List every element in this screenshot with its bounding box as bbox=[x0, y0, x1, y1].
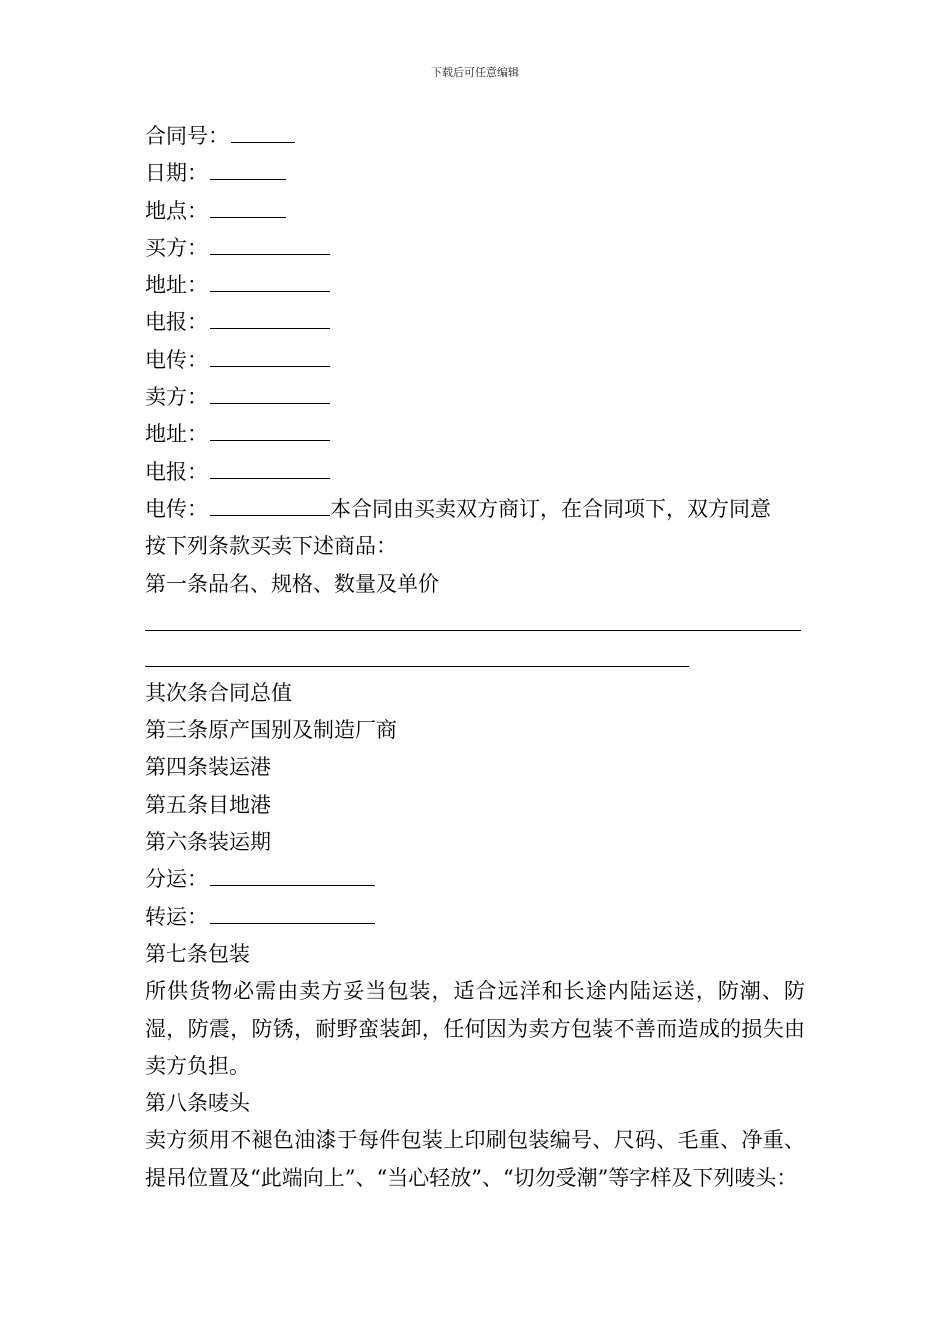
buyer-address-blank bbox=[210, 269, 330, 292]
partial-shipment-label: 分运： bbox=[145, 867, 208, 892]
buyer-telegram-blank bbox=[210, 306, 330, 329]
date-label: 日期： bbox=[145, 161, 208, 186]
buyer-line bbox=[145, 230, 810, 267]
transshipment-label: 转运： bbox=[145, 904, 208, 929]
intro-text: 本合同由买卖双方商订，在合同项下，双方同意 bbox=[330, 496, 771, 521]
article-1-blank-row-2 bbox=[145, 639, 810, 675]
article-6-heading: 第六条装运期 bbox=[145, 830, 271, 855]
buyer-address-label: 地址： bbox=[145, 273, 208, 298]
seller-address-label: 地址： bbox=[145, 422, 208, 447]
date-blank bbox=[210, 157, 286, 180]
place-label: 地点： bbox=[145, 198, 208, 223]
buyer-telex-label: 电传： bbox=[145, 347, 208, 372]
article-1-blank-line-2 bbox=[145, 666, 689, 667]
article-3-heading: 第三条原产国别及制造厂商 bbox=[145, 718, 397, 743]
place-line bbox=[145, 193, 810, 230]
article-2-heading: 其次条合同总值 bbox=[145, 680, 292, 705]
seller-telex-line bbox=[145, 491, 810, 528]
partial-shipment-blank bbox=[210, 863, 375, 886]
buyer-telegram-label: 电报： bbox=[145, 310, 208, 335]
buyer-telegram-line bbox=[145, 304, 810, 341]
buyer-blank bbox=[210, 232, 330, 255]
seller-telegram-label: 电报： bbox=[145, 459, 208, 484]
contract-body bbox=[145, 118, 810, 1197]
article-1-blank-line-1 bbox=[145, 630, 801, 631]
header-note: 下载后可任意编辑 bbox=[431, 66, 519, 79]
article-4-heading: 第四条装运港 bbox=[145, 755, 271, 780]
contract-no-blank bbox=[231, 120, 295, 143]
article-8-paragraph: 卖方须用不褪色油漆于每件包装上印刷包装编号、尺码、毛重、净重、提吊位置及“此端向上”、“当心轻放”、“切勿受潮”等字样及下列唛头： bbox=[145, 1128, 805, 1190]
seller-line bbox=[145, 379, 810, 416]
seller-label: 卖方： bbox=[145, 385, 208, 410]
partial-shipment-line bbox=[145, 861, 810, 898]
place-blank bbox=[210, 195, 286, 218]
seller-telegram-blank bbox=[210, 456, 330, 479]
transshipment-line bbox=[145, 899, 810, 936]
buyer-label: 买方： bbox=[145, 235, 208, 260]
transshipment-blank bbox=[210, 901, 375, 924]
article-7-heading: 第七条包装 bbox=[145, 941, 250, 966]
article-7-paragraph: 所供货物必需由卖方妥当包装，适合远洋和长途内陆运送，防潮、防湿，防震，防锈，耐野蛮装卸，任何因为卖方包装不善而造成的损失由卖方负担。 bbox=[145, 979, 805, 1078]
contract-no-label: 合同号： bbox=[145, 124, 229, 148]
article-8-heading: 第八条唛头 bbox=[145, 1091, 250, 1116]
seller-telegram-line bbox=[145, 454, 810, 491]
seller-address-blank bbox=[210, 418, 330, 441]
article-1-blank-row-1 bbox=[145, 603, 810, 639]
seller-address-line bbox=[145, 416, 810, 453]
contract-no-line bbox=[145, 118, 810, 155]
date-line bbox=[145, 155, 810, 192]
article-5-heading: 第五条目地港 bbox=[145, 792, 271, 817]
buyer-telex-line bbox=[145, 342, 810, 379]
seller-telex-blank bbox=[210, 493, 330, 516]
buyer-telex-blank bbox=[210, 344, 330, 367]
seller-telex-label: 电传： bbox=[145, 496, 208, 521]
seller-blank bbox=[210, 381, 330, 404]
article-1-heading: 第一条品名、规格、数量及单价 bbox=[145, 571, 439, 596]
buyer-address-line bbox=[145, 267, 810, 304]
intro-line-2: 按下列条款买卖下述商品： bbox=[145, 534, 397, 559]
